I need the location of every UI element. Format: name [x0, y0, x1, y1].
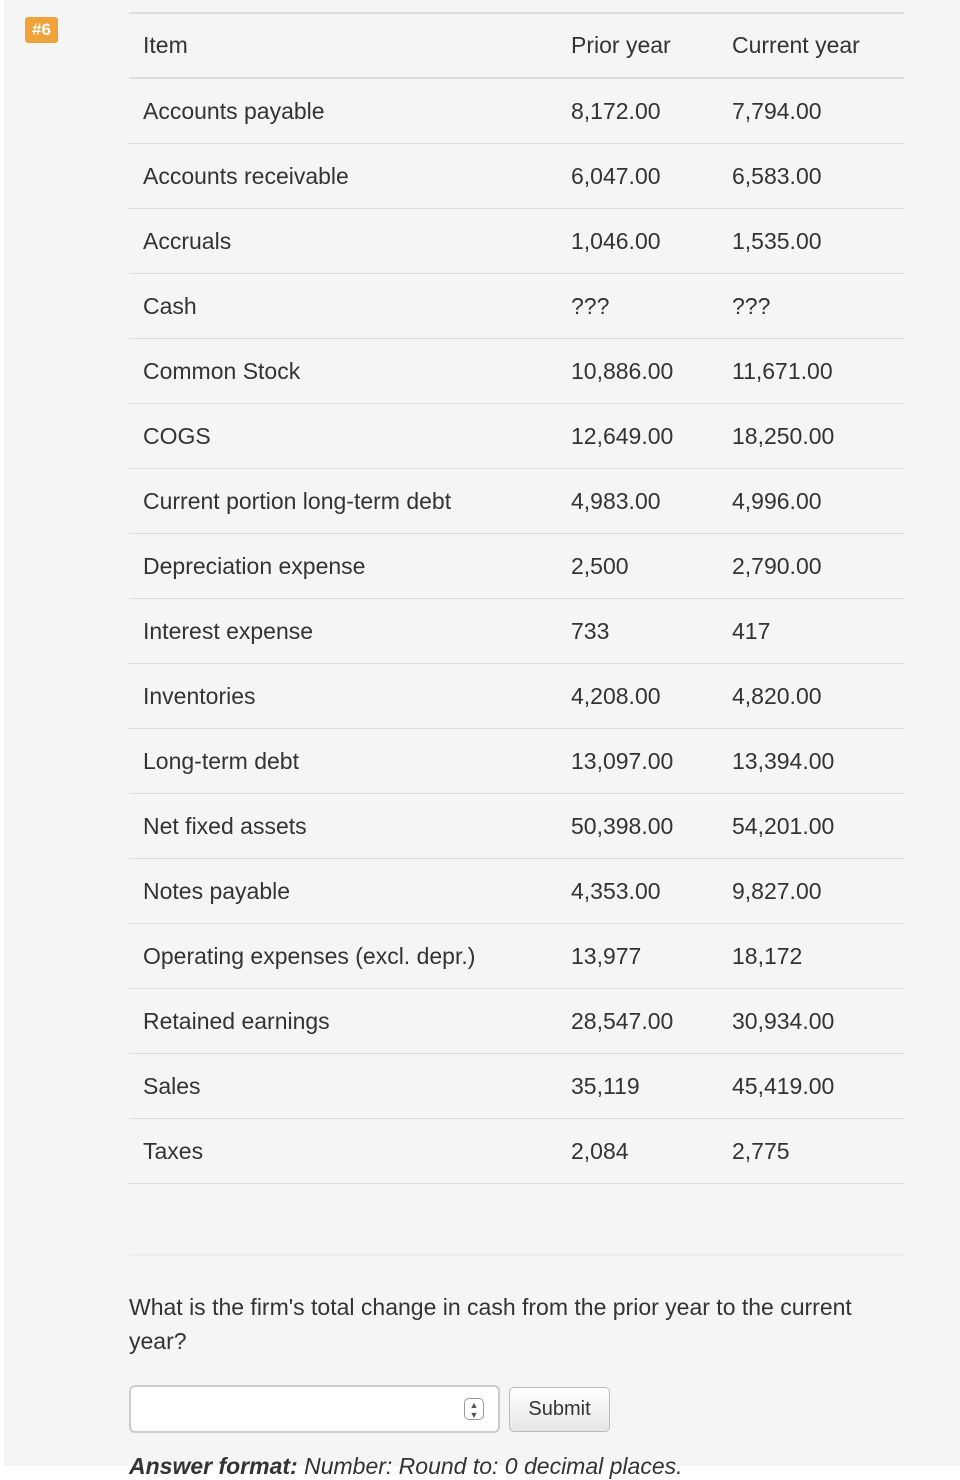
cell-prior-year: 2,084	[571, 1119, 732, 1184]
cell-item: Accounts receivable	[129, 144, 571, 209]
cell-current-year: 2,790.00	[732, 534, 904, 599]
cell-item: Common Stock	[129, 339, 571, 404]
table-row	[129, 339, 904, 404]
table-row	[129, 1054, 904, 1119]
cell-item: Interest expense	[129, 599, 571, 664]
cell-current-year: 13,394.00	[732, 729, 904, 794]
cell-item: Taxes	[129, 1119, 571, 1184]
cell-current-year: 417	[732, 599, 904, 664]
table-row	[129, 404, 904, 469]
cell-prior-year: 4,353.00	[571, 859, 732, 924]
question-panel	[4, 0, 960, 1479]
cell-current-year: 4,820.00	[732, 664, 904, 729]
cell-current-year: 4,996.00	[732, 469, 904, 534]
cell-current-year: 18,250.00	[732, 404, 904, 469]
answer-format-label: Answer format:	[129, 1453, 298, 1479]
question-content	[129, 12, 904, 1480]
table-row	[129, 469, 904, 534]
cell-current-year: 7,794.00	[732, 78, 904, 144]
cell-current-year: 9,827.00	[732, 859, 904, 924]
table-row	[129, 274, 904, 339]
cell-prior-year: 4,983.00	[571, 469, 732, 534]
cell-current-year: 6,583.00	[732, 144, 904, 209]
cell-item: Net fixed assets	[129, 794, 571, 859]
table-row	[129, 859, 904, 924]
cell-prior-year: 13,977	[571, 924, 732, 989]
header-item: Item	[129, 13, 571, 78]
table-row	[129, 78, 904, 144]
cell-prior-year: 28,547.00	[571, 989, 732, 1054]
table-row	[129, 794, 904, 859]
cell-current-year: 54,201.00	[732, 794, 904, 859]
cell-current-year: ???	[732, 274, 904, 339]
cell-item: Sales	[129, 1054, 571, 1119]
table-row	[129, 924, 904, 989]
table-header-row	[129, 13, 904, 78]
submit-button[interactable]: Submit	[509, 1387, 610, 1432]
cell-item: Depreciation expense	[129, 534, 571, 599]
table-body	[129, 78, 904, 1184]
table-divider	[129, 1184, 904, 1256]
table-row	[129, 729, 904, 794]
answer-field[interactable]	[129, 1385, 500, 1433]
cell-item: Accounts payable	[129, 78, 571, 144]
cell-prior-year: 50,398.00	[571, 794, 732, 859]
answer-row	[129, 1383, 904, 1435]
cell-item: Current portion long-term debt	[129, 469, 571, 534]
cell-prior-year: 35,119	[571, 1054, 732, 1119]
cell-prior-year: 12,649.00	[571, 404, 732, 469]
cell-prior-year: 10,886.00	[571, 339, 732, 404]
cell-item: Long-term debt	[129, 729, 571, 794]
cell-item: Inventories	[129, 664, 571, 729]
cell-prior-year: 2,500	[571, 534, 732, 599]
cell-current-year: 11,671.00	[732, 339, 904, 404]
cell-item: Accruals	[129, 209, 571, 274]
up-down-arrows-icon[interactable]: ▲ ▼	[464, 1398, 484, 1420]
table-row	[129, 1119, 904, 1184]
header-prior-year: Prior year	[571, 13, 732, 78]
cell-current-year: 30,934.00	[732, 989, 904, 1054]
table-row	[129, 534, 904, 599]
data-table	[129, 12, 904, 1184]
cell-current-year: 1,535.00	[732, 209, 904, 274]
cell-item: Retained earnings	[129, 989, 571, 1054]
question-text: What is the firm's total change in cash from the prior year to the current year?	[129, 1294, 852, 1354]
cell-current-year: 18,172	[732, 924, 904, 989]
table-row	[129, 664, 904, 729]
cell-prior-year: ???	[571, 274, 732, 339]
cell-item: Notes payable	[129, 859, 571, 924]
question-number-badge: #6	[25, 17, 58, 43]
cell-item: COGS	[129, 404, 571, 469]
table-row	[129, 144, 904, 209]
cell-prior-year: 6,047.00	[571, 144, 732, 209]
table-row	[129, 599, 904, 664]
table-row	[129, 989, 904, 1054]
cell-prior-year: 1,046.00	[571, 209, 732, 274]
cell-item: Cash	[129, 274, 571, 339]
cell-current-year: 2,775	[732, 1119, 904, 1184]
header-current-year: Current year	[732, 13, 904, 78]
cell-item: Operating expenses (excl. depr.)	[129, 924, 571, 989]
answer-input[interactable]	[139, 1387, 463, 1433]
answer-format-text: Number: Round to: 0 decimal places.	[297, 1453, 683, 1479]
cell-prior-year: 8,172.00	[571, 78, 732, 144]
cell-prior-year: 4,208.00	[571, 664, 732, 729]
answer-format	[129, 1453, 904, 1480]
table-row	[129, 209, 904, 274]
cell-prior-year: 13,097.00	[571, 729, 732, 794]
cell-current-year: 45,419.00	[732, 1054, 904, 1119]
cell-prior-year: 733	[571, 599, 732, 664]
